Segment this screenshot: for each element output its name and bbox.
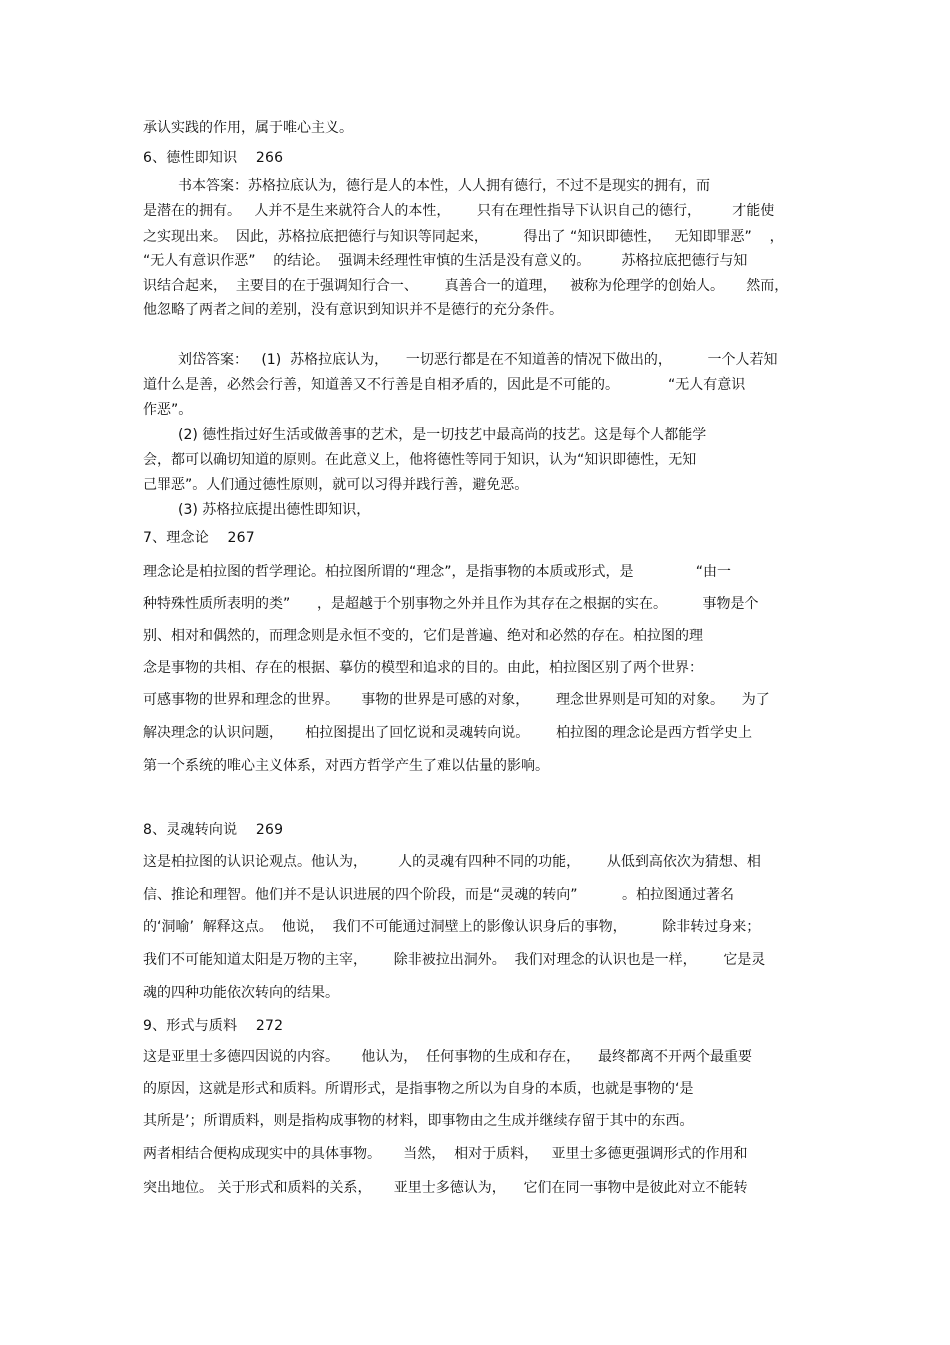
text-line: 承认实践的作用，属于唯心主义。 [143,120,353,136]
text-line: 信、推论和理智。他们并不是认识进展的四个阶段，而是“灵魂的转向” 。柏拉图通过著名 [143,887,735,903]
text-line: 念是事物的共相、存在的根据、摹仿的模型和追求的目的。由此，柏拉图区别了两个世界： [143,660,703,676]
text-line: 我们不可能知道太阳是万物的主宰， 除非被拉出洞外。 我们对理念的认识也是一样， 它是灵 [143,952,766,968]
text-line: 这是柏拉图的认识论观点。他认为， 人的灵魂有四种不同的功能， 从低到高依次为猜想、相 [143,854,761,870]
text-line: 识结合起来， 主要目的在于强调知行合一、 真善合一的道理， 被称为伦理学的创始人。 然而， [143,278,789,294]
text-line: 魂的四种功能依次转向的结果。 [143,985,339,1001]
text-line: 的‘洞喻’ 解释这点。 他说， 我们不可能通过洞壁上的影像认识身后的事物， 除非转过身来； [143,919,761,935]
text-line: (3) 苏格拉底提出德性即知识， [178,502,371,518]
text-line: 的原因，这就是形式和质料。所谓形式，是指事物之所以为自身的本质，也就是事物的‘是 [143,1081,694,1097]
section-heading-6: 6、德性即知识 266 [143,150,284,166]
section-heading-7: 7、理念论 267 [143,530,255,546]
text-line: 解决理念的认识问题， 柏拉图提出了回忆说和灵魂转向说。 柏拉图的理念论是西方哲学史上 [143,725,752,741]
text-line: 作恶”。 [143,402,193,418]
text-line: 突出地位。 关于形式和质料的关系， 亚里士多德认为， 它们在同一事物中是彼此对立不能转 [143,1180,748,1196]
text-line: (2) 德性指过好生活或做善事的艺术，是一切技艺中最高尚的技艺。这是每个人都能学 [178,427,707,443]
text-line: 是潜在的拥有。 人并不是生来就符合人的本性， 只有在理性指导下认识自己的德行， 才能使 [143,203,775,219]
text-line: 第一个系统的唯心主义体系，对西方哲学产生了难以估量的影响。 [143,758,549,774]
text-line: “无人有意识作恶” 的结论。 强调未经理性审慎的生活是没有意义的。 苏格拉底把德行与知 [143,253,748,269]
text-line: 道什么是善，必然会行善，知道善又不行善是自相矛盾的，因此是不可能的。 “无人有意识 [143,377,746,393]
text-line: 其所是’；所谓质料，则是指构成事物的材料，即事物由之生成并继续存留于其中的东西。 [143,1113,694,1129]
text-line: 种特殊性质所表明的类” ，是超越于个别事物之外并且作为其存在之根据的实在。 事物是个 [143,596,759,612]
text-line: 别、相对和偶然的，而理念则是永恒不变的，它们是普遍、绝对和必然的存在。柏拉图的理 [143,628,703,644]
text-line: 他忽略了两者之间的差别，没有意识到知识并不是德行的充分条件。 [143,302,563,318]
text-line: 会，都可以确切知道的原则。在此意义上，他将德性等同于知识，认为“知识即德性，无知 [143,452,697,468]
text-line: 己罪恶”。人们通过德性原则，就可以习得并践行善，避免恶。 [143,477,529,493]
section-heading-9: 9、形式与质料 272 [143,1018,284,1034]
text-line: 书本答案：苏格拉底认为，德行是人的本性，人人拥有德行，不过不是现实的拥有，而 [178,178,710,194]
text-line: 这是亚里士多德四因说的内容。 他认为， 任何事物的生成和存在， 最终都离不开两个最重要 [143,1049,752,1065]
section-heading-8: 8、灵魂转向说 269 [143,822,284,838]
text-line: 之实现出来。 因此，苏格拉底把德行与知识等同起来， 得出了 “知识即德性， 无知即罪恶” ， [143,229,784,245]
text-line: 两者相结合便构成现实中的具体事物。 当然， 相对于质料， 亚里士多德更强调形式的作用和 [143,1146,748,1162]
text-line: 可感事物的世界和理念的世界。 事物的世界是可感的对象， 理念世界则是可知的对象。 为了 [143,692,770,708]
text-line: 理念论是柏拉图的哲学理论。柏拉图所谓的“理念”，是指事物的本质或形式，是 “由一 [143,564,732,580]
text-line: 刘岱答案： (1) 苏格拉底认为， 一切恶行都是在不知道善的情况下做出的， 一个人若知 [178,352,778,368]
